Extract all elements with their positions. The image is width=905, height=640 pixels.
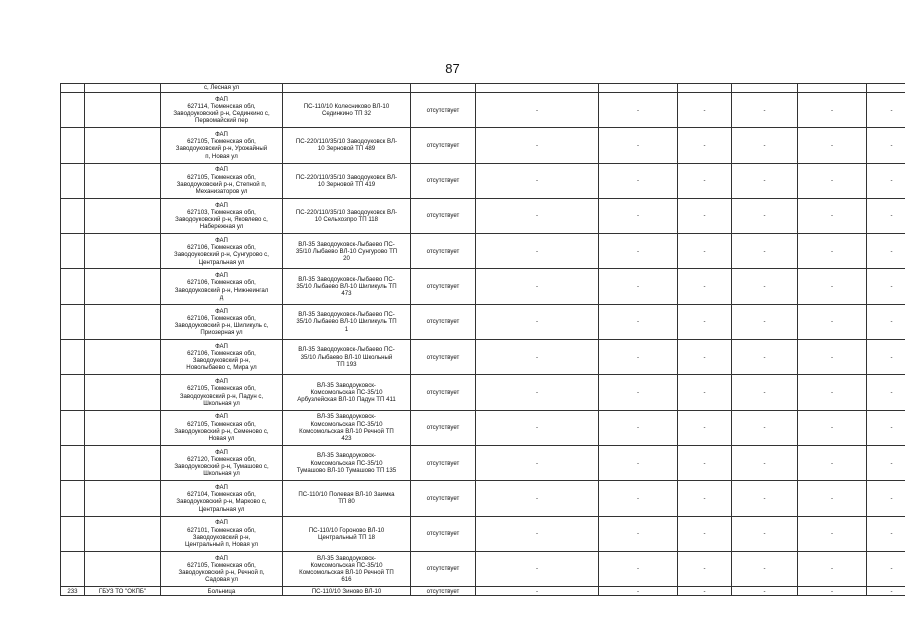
value-cell: - <box>678 128 732 163</box>
value-cell <box>476 84 599 93</box>
status-cell: отсутствует <box>411 587 476 596</box>
value-cell: - <box>732 445 798 480</box>
value-cell: - <box>732 234 798 269</box>
value-cell: - <box>732 198 798 233</box>
value-cell <box>678 84 732 93</box>
status-cell: отсутствует <box>411 340 476 375</box>
organization-cell <box>85 551 161 586</box>
status-cell: отсутствует <box>411 445 476 480</box>
organization-cell <box>85 410 161 445</box>
address-cell: ФАП 627106, Тюменская обл, Заводоуковский р-н, Сунгурово с, Центральная ул <box>161 234 283 269</box>
organization-cell <box>85 84 161 93</box>
status-cell: отсутствует <box>411 410 476 445</box>
status-cell: отсутствует <box>411 128 476 163</box>
value-cell: - <box>867 587 905 596</box>
value-cell: - <box>476 304 599 339</box>
document-table <box>60 83 905 596</box>
organization-cell <box>85 234 161 269</box>
power-source-cell: ВЛ-35 Заводоуковск- Комсомольская ПС-35/10 Комсомольская ВЛ-10 Речной ТП 616 <box>283 551 411 586</box>
value-cell: - <box>732 410 798 445</box>
value-cell: - <box>476 551 599 586</box>
address-cell: ФАП 627114, Тюменская обл, Заводоуковский р-н, Сединкино с, Первомайский пер <box>161 93 283 128</box>
table-row <box>61 84 905 93</box>
value-cell: - <box>867 93 905 128</box>
value-cell: - <box>867 410 905 445</box>
row-number-cell <box>61 340 85 375</box>
power-source-cell <box>283 84 411 93</box>
row-number-cell <box>61 551 85 586</box>
table-row <box>61 163 905 198</box>
organization-cell <box>85 445 161 480</box>
value-cell: - <box>867 163 905 198</box>
address-cell: ФАП 627106, Тюменская обл, Заводоуковский р-н, Нижнеингал д <box>161 269 283 304</box>
value-cell: - <box>867 304 905 339</box>
value-cell: - <box>678 163 732 198</box>
value-cell: - <box>678 410 732 445</box>
organization-cell <box>85 198 161 233</box>
value-cell: - <box>476 234 599 269</box>
value-cell: - <box>867 198 905 233</box>
power-source-cell: ВЛ-35 Заводоуковск-Лыбаево ПС- 35/10 Лыбаево ВЛ-10 Шиликуль ТП 1 <box>283 304 411 339</box>
value-cell: - <box>678 587 732 596</box>
value-cell: - <box>476 587 599 596</box>
value-cell: - <box>867 128 905 163</box>
power-source-cell: ВЛ-35 Заводоуковск- Комсомольская ПС-35/10 Тумашово ВЛ-10 Тумашово ТП 135 <box>283 445 411 480</box>
value-cell <box>798 84 867 93</box>
value-cell: - <box>678 551 732 586</box>
address-cell: ФАП 627105, Тюменская обл, Заводоуковский р-н, Семеново с, Новая ул <box>161 410 283 445</box>
value-cell: - <box>599 163 678 198</box>
value-cell <box>867 84 905 93</box>
row-number-cell: 233 <box>61 587 85 596</box>
value-cell: - <box>798 198 867 233</box>
address-cell: ФАП 627105, Тюменская обл, Заводоуковский р-н, Падун с, Школьная ул <box>161 375 283 410</box>
organization-cell <box>85 340 161 375</box>
value-cell: - <box>599 128 678 163</box>
power-source-cell: ПС-110/10 Зиново ВЛ-10 <box>283 587 411 596</box>
value-cell: - <box>867 551 905 586</box>
value-cell: - <box>732 163 798 198</box>
value-cell: - <box>867 375 905 410</box>
value-cell: - <box>867 269 905 304</box>
organization-cell: ГБУЗ ТО "ОКПБ" <box>85 587 161 596</box>
status-cell: отсутствует <box>411 375 476 410</box>
power-source-cell: ПС-110/10 Полевая ВЛ-10 Заимка ТП 80 <box>283 481 411 516</box>
value-cell <box>599 84 678 93</box>
table-row <box>61 340 905 375</box>
row-number-cell <box>61 128 85 163</box>
address-cell: Больница <box>161 587 283 596</box>
power-source-cell: ПС-220/110/35/10 Заводоуковск ВЛ- 10 Сельхозпро ТП 118 <box>283 198 411 233</box>
table-row <box>61 304 905 339</box>
value-cell: - <box>599 269 678 304</box>
value-cell: - <box>476 445 599 480</box>
address-cell: ФАП 627104, Тюменская обл, Заводоуковский р-н, Марково с, Центральная ул <box>161 481 283 516</box>
address-cell: ФАП 627101, Тюменская обл, Заводоуковский р-н, Центральный п, Новая ул <box>161 516 283 551</box>
value-cell: - <box>798 445 867 480</box>
table-row <box>61 587 905 596</box>
status-cell: отсутствует <box>411 516 476 551</box>
value-cell: - <box>678 516 732 551</box>
value-cell: - <box>798 304 867 339</box>
value-cell: - <box>599 516 678 551</box>
value-cell: - <box>732 340 798 375</box>
page-number: 87 <box>445 61 460 76</box>
value-cell: - <box>678 340 732 375</box>
status-cell: отсутствует <box>411 304 476 339</box>
table-row <box>61 234 905 269</box>
status-cell: отсутствует <box>411 198 476 233</box>
status-cell <box>411 84 476 93</box>
row-number-cell <box>61 198 85 233</box>
value-cell: - <box>476 481 599 516</box>
value-cell: - <box>867 445 905 480</box>
row-number-cell <box>61 163 85 198</box>
row-number-cell <box>61 481 85 516</box>
address-cell: ФАП 627105, Тюменская обл, Заводоуковский р-н, Урожайный п, Новая ул <box>161 128 283 163</box>
value-cell: - <box>867 516 905 551</box>
table-row <box>61 128 905 163</box>
value-cell: - <box>798 234 867 269</box>
table-row <box>61 445 905 480</box>
value-cell: - <box>476 375 599 410</box>
status-cell: отсутствует <box>411 551 476 586</box>
value-cell: - <box>732 587 798 596</box>
address-cell: ФАП 627106, Тюменская обл, Заводоуковский р-н, Новолыбаево с, Мира ул <box>161 340 283 375</box>
value-cell: - <box>678 445 732 480</box>
value-cell: - <box>599 304 678 339</box>
value-cell: - <box>476 93 599 128</box>
value-cell: - <box>732 481 798 516</box>
value-cell: - <box>599 410 678 445</box>
table-row <box>61 481 905 516</box>
value-cell: - <box>798 551 867 586</box>
value-cell: - <box>732 269 798 304</box>
value-cell: - <box>798 128 867 163</box>
status-cell: отсутствует <box>411 269 476 304</box>
status-cell: отсутствует <box>411 93 476 128</box>
row-number-cell <box>61 234 85 269</box>
power-source-cell: ПС-110/10 Гороново ВЛ-10 Центральный ТП 18 <box>283 516 411 551</box>
status-cell: отсутствует <box>411 481 476 516</box>
row-number-cell <box>61 410 85 445</box>
power-source-cell: ВЛ-35 Заводоуковск- Комсомольская ПС-35/10 Комсомольская ВЛ-10 Речной ТП 423 <box>283 410 411 445</box>
value-cell: - <box>678 304 732 339</box>
value-cell: - <box>476 516 599 551</box>
power-source-cell: ВЛ-35 Заводоуковск-Лыбаево ПС- 35/10 Лыбаево ВЛ-10 Шиликуль ТП 473 <box>283 269 411 304</box>
row-number-cell <box>61 93 85 128</box>
table-row <box>61 375 905 410</box>
value-cell: - <box>476 163 599 198</box>
status-cell: отсутствует <box>411 234 476 269</box>
value-cell: - <box>798 163 867 198</box>
value-cell: - <box>798 587 867 596</box>
value-cell: - <box>599 234 678 269</box>
organization-cell <box>85 269 161 304</box>
value-cell: - <box>798 375 867 410</box>
value-cell: - <box>599 551 678 586</box>
value-cell: - <box>599 198 678 233</box>
table-row <box>61 410 905 445</box>
address-cell: ФАП 627106, Тюменская обл, Заводоуковский р-н, Шиликуль с, Приозерная ул <box>161 304 283 339</box>
value-cell: - <box>476 410 599 445</box>
organization-cell <box>85 163 161 198</box>
value-cell: - <box>732 551 798 586</box>
value-cell: - <box>798 481 867 516</box>
row-number-cell <box>61 516 85 551</box>
value-cell: - <box>732 375 798 410</box>
value-cell: - <box>678 481 732 516</box>
power-source-cell: ВЛ-35 Заводоуковск-Лыбаево ПС- 35/10 Лыбаево ВЛ-10 Сунгурово ТП 20 <box>283 234 411 269</box>
value-cell: - <box>732 128 798 163</box>
value-cell: - <box>476 198 599 233</box>
table-row <box>61 269 905 304</box>
value-cell: - <box>599 340 678 375</box>
value-cell: - <box>798 410 867 445</box>
value-cell: - <box>798 269 867 304</box>
table-row <box>61 93 905 128</box>
value-cell: - <box>732 304 798 339</box>
value-cell: - <box>867 234 905 269</box>
power-source-cell: ВЛ-35 Заводоуковск-Лыбаево ПС- 35/10 Лыбаево ВЛ-10 Школьный ТП 193 <box>283 340 411 375</box>
value-cell: - <box>476 340 599 375</box>
value-cell: - <box>732 516 798 551</box>
organization-cell <box>85 128 161 163</box>
status-cell: отсутствует <box>411 163 476 198</box>
organization-cell <box>85 375 161 410</box>
value-cell: - <box>867 340 905 375</box>
value-cell: - <box>798 516 867 551</box>
value-cell: - <box>476 128 599 163</box>
address-cell: с, Лесная ул <box>161 84 283 93</box>
value-cell: - <box>678 375 732 410</box>
value-cell: - <box>732 93 798 128</box>
value-cell: - <box>678 269 732 304</box>
row-number-cell <box>61 269 85 304</box>
table-row <box>61 551 905 586</box>
organization-cell <box>85 93 161 128</box>
value-cell: - <box>798 93 867 128</box>
value-cell: - <box>599 587 678 596</box>
address-cell: ФАП 627105, Тюменская обл, Заводоуковский р-н, Речной п, Садовая ул <box>161 551 283 586</box>
organization-cell <box>85 304 161 339</box>
value-cell: - <box>599 93 678 128</box>
value-cell: - <box>867 481 905 516</box>
value-cell <box>732 84 798 93</box>
row-number-cell <box>61 84 85 93</box>
organization-cell <box>85 481 161 516</box>
table-body <box>61 84 905 596</box>
power-source-cell: ПС-110/10 Колесниково ВЛ-10 Сединкино ТП 32 <box>283 93 411 128</box>
value-cell: - <box>476 269 599 304</box>
row-number-cell <box>61 445 85 480</box>
value-cell: - <box>599 481 678 516</box>
organization-cell <box>85 516 161 551</box>
power-source-cell: ПС-220/110/35/10 Заводоуковск ВЛ- 10 Зерновой ТП 419 <box>283 163 411 198</box>
value-cell: - <box>599 375 678 410</box>
address-cell: ФАП 627105, Тюменская обл, Заводоуковский р-н, Степной п, Механизаторов ул <box>161 163 283 198</box>
value-cell: - <box>678 234 732 269</box>
row-number-cell <box>61 304 85 339</box>
table-row <box>61 198 905 233</box>
power-source-cell: ПС-220/110/35/10 Заводоуковск ВЛ- 10 Зерновой ТП 489 <box>283 128 411 163</box>
address-cell: ФАП 627120, Тюменская обл, Заводоуковский р-н, Тумашово с, Школьная ул <box>161 445 283 480</box>
power-source-cell: ВЛ-35 Заводоуковск- Комсомольская ПС-35/10 Арбузлейская ВЛ-10 Падун ТП 411 <box>283 375 411 410</box>
row-number-cell <box>61 375 85 410</box>
table-row <box>61 516 905 551</box>
value-cell: - <box>678 93 732 128</box>
value-cell: - <box>678 198 732 233</box>
address-cell: ФАП 627103, Тюменская обл, Заводоуковский р-н, Яковлево с, Набережная ул <box>161 198 283 233</box>
value-cell: - <box>798 340 867 375</box>
value-cell: - <box>599 445 678 480</box>
